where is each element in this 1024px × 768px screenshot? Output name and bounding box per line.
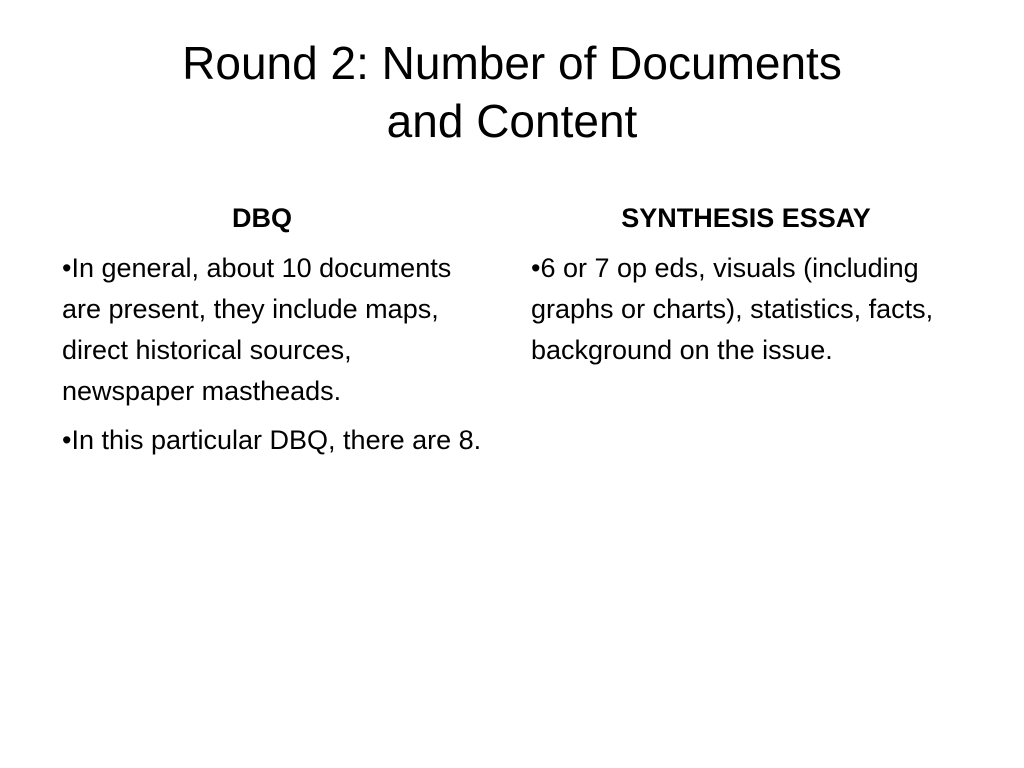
dbq-column [62, 198, 482, 469]
synthesis-heading: SYNTHESIS ESSAY [621, 203, 871, 233]
synthesis-bullet-list [531, 248, 951, 371]
bullet-icon: • [531, 253, 541, 283]
bullet-icon: • [62, 253, 72, 283]
dbq-bullet-2-text: In this particular DBQ, there are 8. [71, 425, 482, 455]
dbq-bullet-list [62, 248, 482, 461]
dbq-heading: DBQ [232, 203, 292, 233]
synthesis-bullet-1-text: 6 or 7 op eds, visuals (including graphs or charts), statistics, facts, background on the issue. [531, 253, 934, 365]
synthesis-bullet-1 [531, 248, 951, 371]
dbq-bullet-1 [62, 248, 482, 412]
dbq-bullet-1-text: In general, about 10 documents are present, they include maps, direct historical sources, newspaper mastheads. [62, 253, 452, 406]
slide-title-line-2: and Content [386, 95, 638, 147]
bullet-icon: • [62, 425, 72, 455]
synthesis-column [531, 198, 951, 379]
slide-title-line-1: Round 2: Number of Documents [182, 37, 842, 89]
dbq-bullet-2 [62, 420, 482, 461]
slide-title [60, 34, 964, 150]
